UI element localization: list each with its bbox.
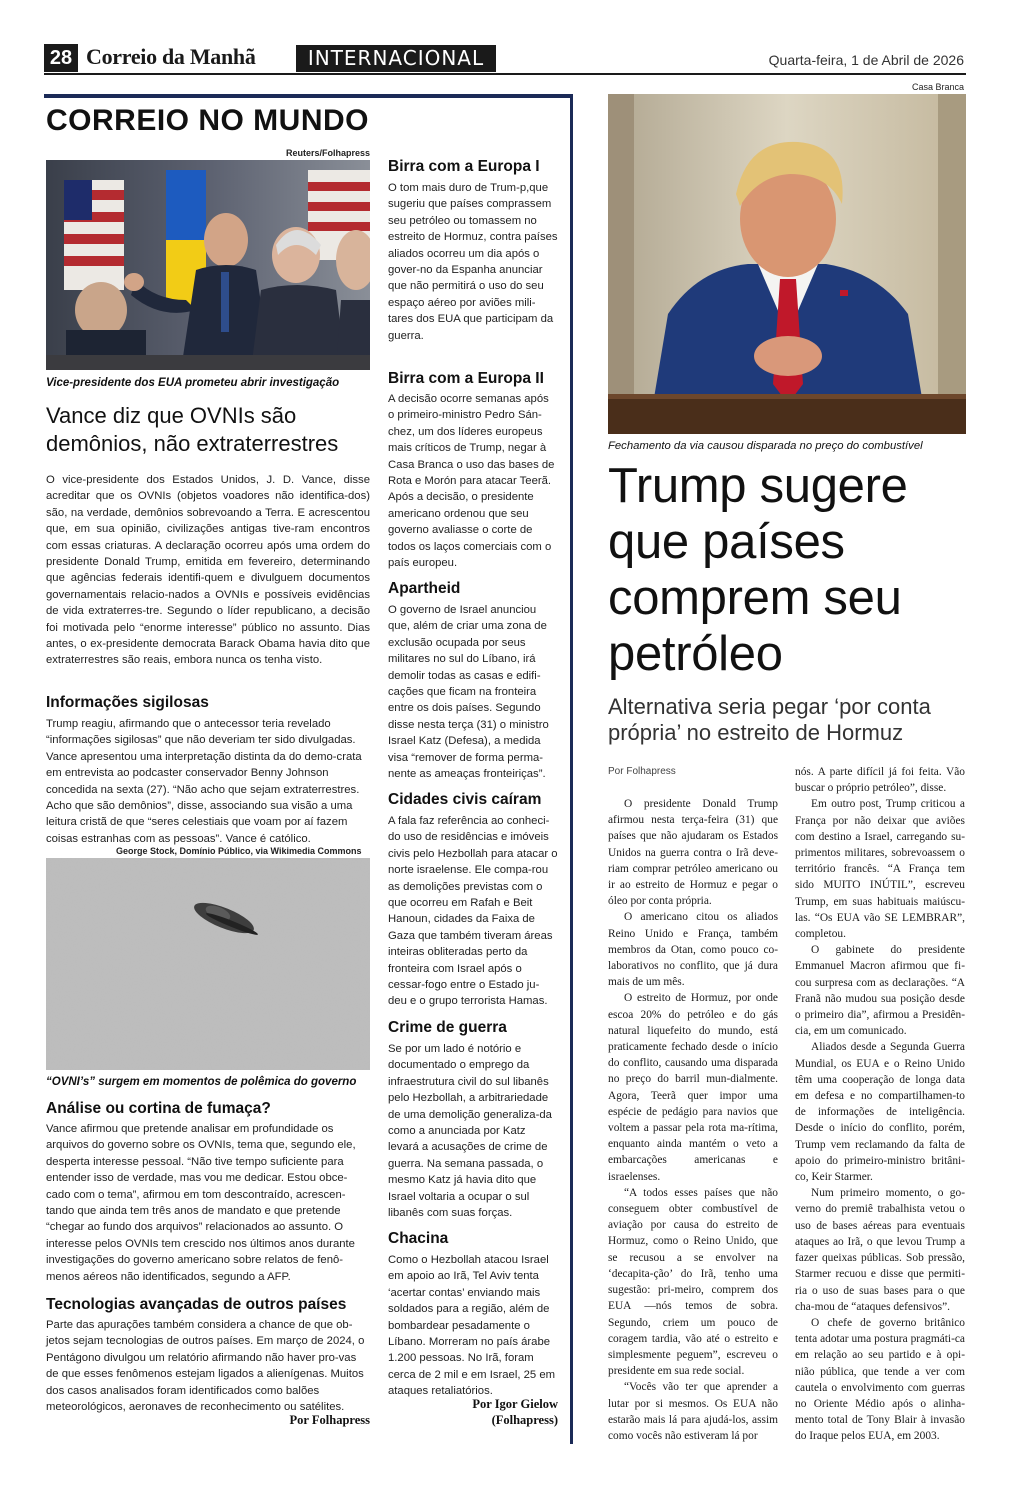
ufo-photo	[46, 858, 370, 1070]
brief-text: Como o Hezbollah atacou Israel em apoio ao Irã, Tel Aviv tenta ‘acertar contas’ enviando mais soldados para a região, além de bombardear pesadamente o Líbano. Morreram no país árabe 1.200 pessoas. No Irã, foram cerca de 2 mil e em Israel, 25 em ataques retaliatórios.	[388, 1254, 556, 1398]
article-column-2	[795, 764, 965, 1445]
paragraph: O gabinete do presidente Emmanuel Macron afirmou que fi-cou surpresa com as declarações. “A Franã não mudou sua posição desde o primeiro dia”, afirmou a Presidên-cia, em um comunicado.	[795, 944, 965, 1038]
paragraph: “Vocês vão ter que aprender a lutar por si mesmos. Os EUA não estarão mais lá para ajudá-los, assim como vocês não estiveram lá por	[608, 1381, 778, 1442]
masthead: Correio da Manhã	[86, 44, 256, 69]
main-headline: Trump sugere que países comprem seu petróleo	[608, 459, 908, 681]
subhead: Tecnologias avançadas de outros países	[46, 1296, 347, 1313]
brief-title: Apartheid	[388, 580, 461, 597]
subheadline: Alternativa seria pegar ‘por conta própria’ no estreito de Hormuz	[608, 694, 931, 745]
byline: Por Folhapress	[608, 766, 676, 777]
page-number: 28	[44, 44, 78, 72]
article-headline: Vance diz que OVNIs são demônios, não extraterrestres	[46, 403, 339, 456]
subhead: Análise ou cortina de fumaça?	[46, 1100, 271, 1117]
subhead-text: Trump reagiu, afirmando que o antecessor teria revelado “informações sigilosas” que não deveriam ter sido divulgadas. Vance apresentou uma interpretação distinta da do demo-crata em entrevista ao podcaster conservador Benny Johnson concedida na sexta (27). “Não acho que sejam extraterrestres. Acho que são demônios”, disse, associando sua visão a uma leitura cristã de que “seres celestiais que voam por aí fazem coisas estranhas com as pessoas”. Vance é católico.	[46, 718, 362, 845]
vance-photo	[46, 160, 370, 370]
paragraph: Num primeiro momento, o go-verno do premiê trabalhista vetou o uso de bases aéreas para eventuais ataques ao Irã, o que levou Trump a fazer queixas públicas. Sob pressão, Starmer recuou e disse que permiti-ria o uso de suas bases para o que cha-mou de “ataques defensivos”.	[795, 1187, 965, 1313]
paragraph: O americano citou os aliados Reino Unido e França, também membros da Otan, como pouco co-laborativos no conflito, que já dura mais de um mês.	[608, 911, 778, 989]
brief-text: Se por um lado é notório e documentado o emprego da infraestrutura civil do sul libanês pelo Hezbollah, a arbitrariedade de uma demolição generaliza-da como a anunciada por Katz levará a acusações de crime de guerra. Na semana passada, o mesmo Katz já havia dito que Israel voltaria a ocupar o sul libanês com suas forças.	[388, 1043, 552, 1220]
photo-credit: George Stock, Domínio Público, via Wikimedia Commons	[116, 846, 362, 856]
brief-title: Crime de guerra	[388, 1019, 507, 1036]
byline: (Folhapress)	[491, 1413, 558, 1427]
photo-credit: Reuters/Folhapress	[286, 148, 371, 158]
brief-text: O tom mais duro de Trum-p,que sugeriu que países comprassem seu petróleo ou tomassem no estreito de Hormuz, contra países aliados ocorreu um dia após o gover-no da Espanha anunciar que não permitirá o uso do seu espaço aéreo por aviões mili-tares dos EUA que participam da guerra.	[388, 182, 558, 342]
brief-text: A fala faz referência ao conheci-do uso de residências e imóveis civis pelo Hezbollah para atacar o norte israelense. Ele compa-rou as demolições previstas com o que ocorreu em Rafah e Beit Hanoun, cidades da Faixa de Gaza que também tiveram áreas inteiras obliteradas perto da fronteira com Israel após o cessar-fogo entre o Estado ju-deu e o grupo terrorista Hamas.	[388, 815, 558, 1008]
brief-text: A decisão ocorre semanas após o primeiro-ministro Pedro Sán-chez, um dos líderes europeus mais críticos de Trump, negar à Casa Branca o uso das bases de Rota e Morón para atacar Teerã. Após a decisão, o presidente americano ordenou que seu governo avaliasse o corte de todos os laços comerciais com o país europeu.	[388, 393, 555, 570]
brief-title: Chacina	[388, 1230, 449, 1247]
article-lead: O vice-presidente dos Estados Unidos, J. D. Vance, disse acreditar que os OVNIs (objetos voadores não identifica-dos) são, na verdade, demônios sobrevoando a Terra. E acrescentou que, em sua opinião, civilizações antigas tive-ram encontros com essas criaturas. A declaração ocorreu após uma ordem do presidente Donald Trump, emitida em fevereiro, determinando que agências federais identifi-quem e divulguem documentos governamentais relacio-nados a OVNIs e possíveis evidências de vida extraterres-tre. Segundo o líder republicano, a decisão foi motivada pelo “enorme interesse” público no assunto. Dias antes, o ex-presidente democrata Barack Obama havia dito que extraterrestres são reais, embora nunca os tenha visto.	[46, 474, 370, 667]
paragraph: O estreito de Hormuz, por onde escoa 20% do petróleo e do gás natural liquefeito do mundo, está praticamente fechado desde o início do conflito, causando uma disparada no preço do barril mun-dialmente. Agora, Teerã quer impor uma espécie de pedágio para navios que voltem a passar pela rota ma-rítima, enquanto ainda mantém o veto a embarcações americanas e israelenses.	[608, 992, 778, 1183]
photo-caption: Vice-presidente dos EUA prometeu abrir investigação	[46, 377, 340, 389]
subhead-text: Vance afirmou que pretende analisar em profundidade os arquivos do governo sobre os OVNIs, tema que, segundo ele, desperta interesse pessoal. “Não tive tempo suficiente para entender isso de verdade, mas vou me dedicar. Estou obce-cado com o tema”, afirmou em tom descontraído, acrescen-tando que ainda tem três anos de mandato e que pretende “chegar ao fundo dos arquivos” relacionados ao assunto. O interesse pelos OVNIs tem crescido nos últimos anos durante investigações do governo americano sobre relatos de fenô-menos aéreos não identificados, segundo a AFP.	[46, 1123, 356, 1283]
paragraph: O chefe de governo britânico tenta adotar uma postura pragmáti-ca em relação ao seu partido e à opi-nião pública, que tende a ver com cautela o envolvimento com guerras no Oriente Médio após o alinha-mento total de Tony Blair à invasão do Iraque pelos EUA, em 2003.	[795, 1316, 965, 1443]
brief-text: O governo de Israel anunciou que, além de criar uma zona de exclusão ocupada por seus militares no sul do Líbano, irá demolir todas as casas e edifi-cações que ficam na fronteira entre os dois países. Segundo disse nesta terça (31) o ministro Israel Katz (Defesa), a medida visa “remover de forma perma-nente as ameaças fronteiriças”.	[388, 604, 549, 781]
subhead: Informações sigilosas	[46, 694, 209, 711]
paragraph: Aliados desde a Segunda Guerra Mundial, os EUA e o Reino Unido têm uma cooperação de longa data em defesa e no compartilhamen-to de informações de inteligência. Desde o início do conflito, porém, Trump vem reclamando da falta de apoio do primeiro-ministro britâni-co, Keir Starmer.	[795, 1041, 965, 1184]
brief-title: Cidades civis caíram	[388, 791, 542, 808]
paragraph: “A todos esses países que não conseguem obter combustível de aviação por causa do estreito de Hormuz, como o Reino Unido, que se recusou a se envolver na ‘decapita-ção’ do Irã, tenho uma sugestão: pri-meiro, comprem dos EUA —nós temos de sobra. Segundo, criem um pouco de coragem tardia, vão até o estreito e simplesmente peguem”, escreveu o presidente em sua rede social.	[608, 1186, 778, 1378]
photo-caption: “OVNI’s” surgem em momentos de polêmica do governo	[46, 1076, 357, 1088]
photo-credit: Casa Branca	[911, 82, 964, 92]
subhead-text: Parte das apurações também considera a chance de que ob-jetos sejam tecnologias de outros países. Em março de 2024, o Pentágono divulgou um relatório afirmando não haver pro-vas de que esses fenômenos estejam ligados a alienígenas. Muitos dos casos analisados foram identificados como balões meteorológicos, aeronaves de reconhecimento ou satélites.	[46, 1319, 365, 1414]
paragraph: Em outro post, Trump criticou a França por não deixar que aviões com destino a Israel, carregando su-primentos militares, sobrevoassem o território francês. “A França tem sido MUITO INÚTIL”, escreveu Trump, em suas habituais maiúscu-las. “Os EUA vão SE LEMBRAR”, completou.	[795, 798, 965, 941]
article-column-1	[608, 796, 778, 1444]
paragraph: nós. A parte difícil já foi feita. Vão buscar o próprio petróleo”, disse.	[795, 766, 965, 795]
header-rule	[44, 73, 966, 75]
section-tag: INTERNACIONAL	[296, 45, 496, 72]
brief-title: Birra com a Europa I	[388, 158, 540, 175]
byline: Por Igor Gielow	[472, 1397, 558, 1411]
section-title: CORREIO NO MUNDO	[46, 104, 369, 137]
trump-photo	[608, 94, 966, 434]
issue-date: Quarta-feira, 1 de Abril de 2026	[768, 52, 964, 68]
photo-caption: Fechamento da via causou disparada no preço do combustível	[608, 440, 923, 452]
byline: Por Folhapress	[289, 1413, 370, 1427]
brief-title: Birra com a Europa II	[388, 370, 544, 387]
paragraph: O presidente Donald Trump afirmou nesta terça-feira (31) que países que não ajudaram os Estados Unidos na guerra contra o Irã deve-riam comprar petróleo americano ou ir ao estreito de Hormuz e pegar o óleo por conta própria.	[608, 798, 778, 908]
